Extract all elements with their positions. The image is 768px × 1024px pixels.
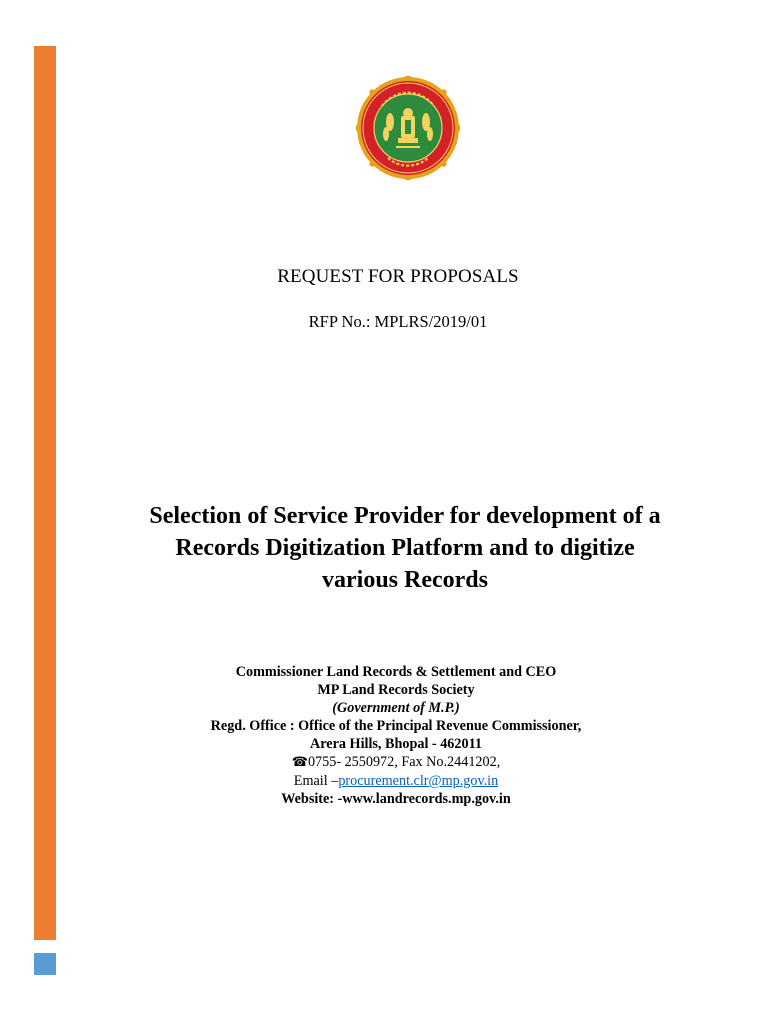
government-label: (Government of M.P.) [332,700,460,716]
contact-block [0,663,768,808]
title-line-2: Records Digitization Platform and to digitize [175,535,635,561]
office-name: Office of the Principal Revenue Commissioner, [298,718,582,734]
email-link[interactable]: procurement.clr@mp.gov.in [338,773,499,789]
email-line [0,772,768,790]
title-line-1: Selection of Service Provider for development of a [149,503,661,529]
document-title [100,500,710,596]
organization-line: Commissioner Land Records & Settlement and CEO [235,664,557,680]
office-line [0,717,768,735]
mp-government-emblem-icon [356,76,460,180]
email-label: Email – [293,773,339,789]
phone-fax-text: 0755- 2550972, Fax No.2441202, [307,754,501,770]
society-name: MP Land Records Society [317,682,475,698]
rfp-number: RFP No.: MPLRS/2019/01 [308,312,488,331]
phone-fax-line [0,753,768,772]
blue-corner-square [34,953,56,975]
rfp-heading: REQUEST FOR PROPOSALS [277,266,519,287]
office-label: Regd. Office : [210,718,299,734]
website-line: Website: -www.landrecords.mp.gov.in [281,791,511,807]
address-line: Arera Hills, Bhopal - 462011 [310,736,482,752]
title-line-3: various Records [322,567,488,593]
telephone-icon: ☎ [291,755,308,770]
